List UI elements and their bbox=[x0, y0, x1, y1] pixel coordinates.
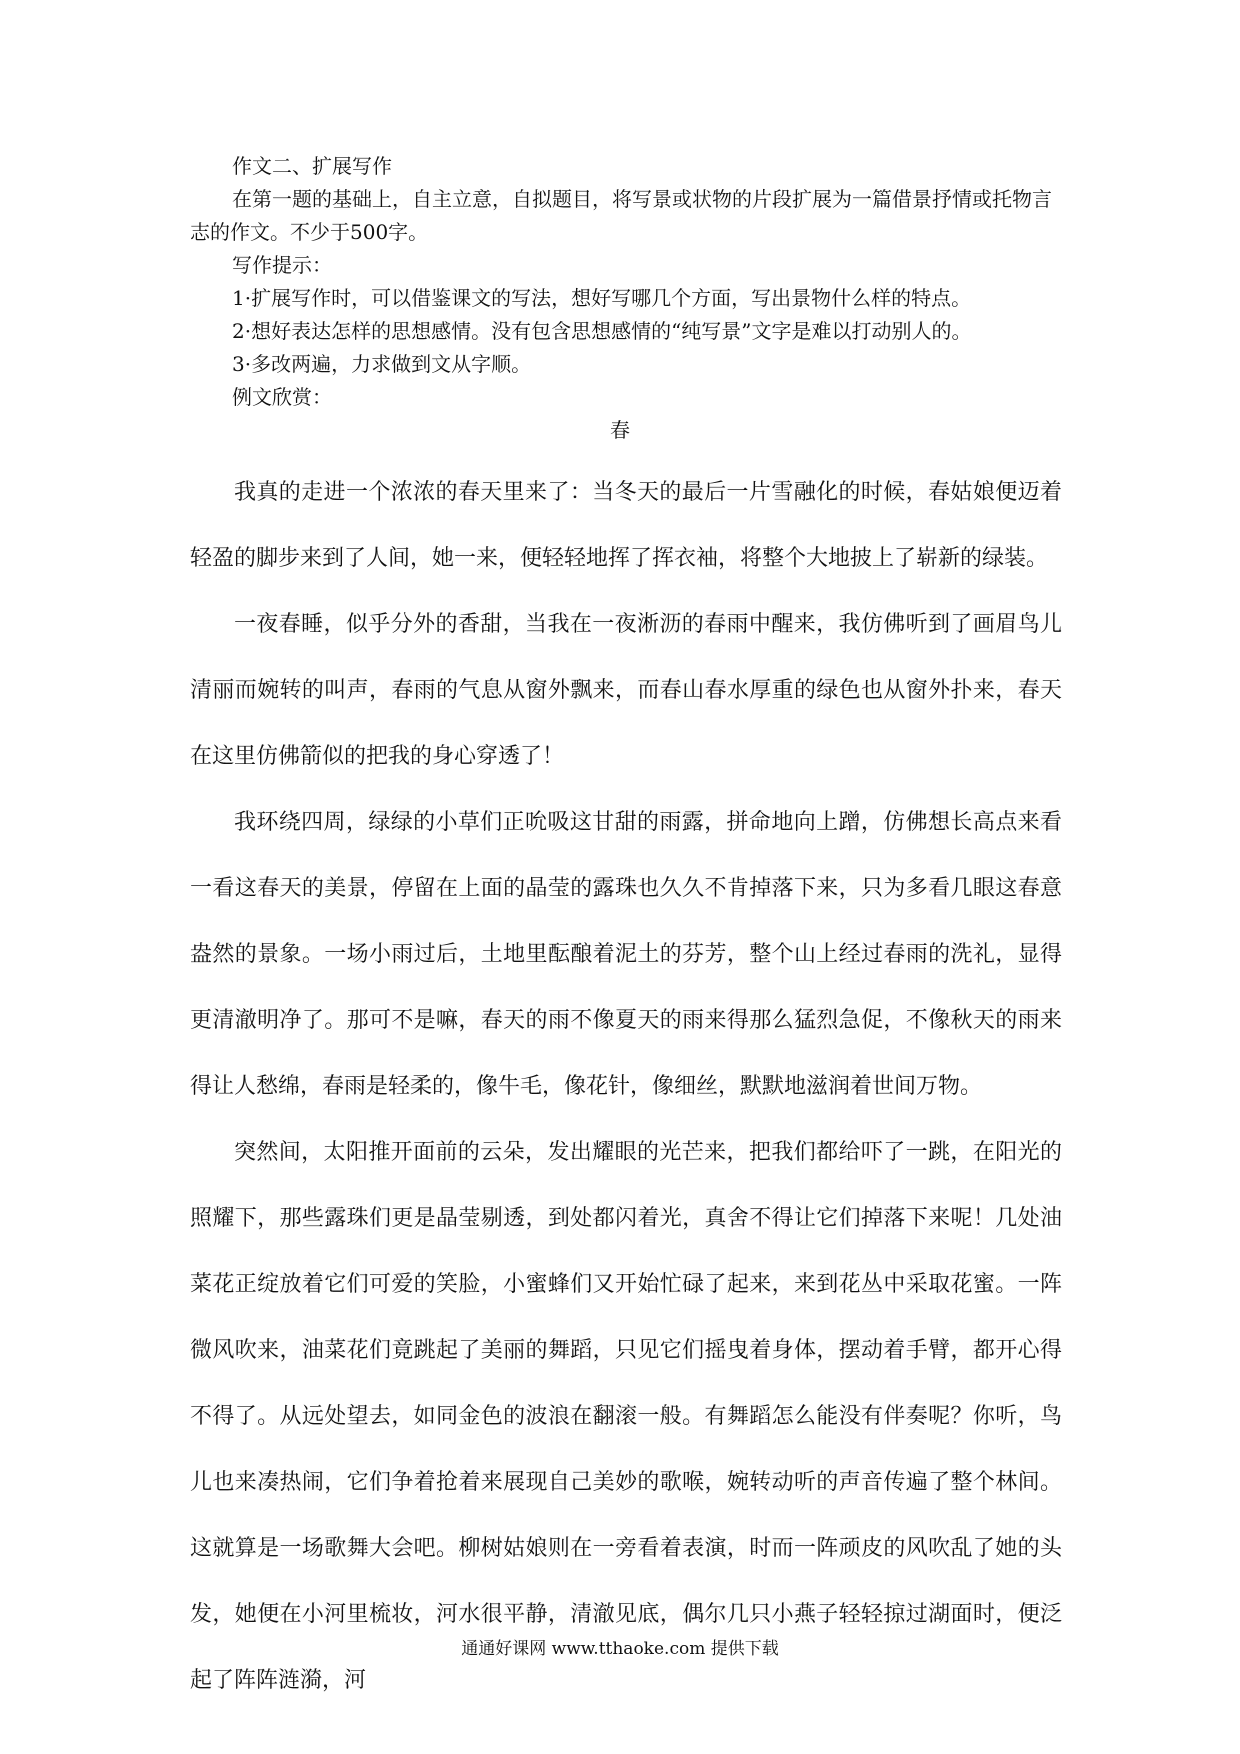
page-footer: 通通好课网 www.tthaoke.com 提供下载 bbox=[461, 1639, 779, 1659]
tip-item: 3·多改两遍，力求做到文从字顺。 bbox=[232, 352, 532, 376]
essay-paragraph: 我真的走进一个浓浓的春天里来了：当冬天的最后一片雪融化的时候，春姑娘便迈着轻盈的脚步来到了人间，她一来，便轻轻地挥了挥衣袖，将整个大地披上了崭新的绿装。 bbox=[190, 480, 1062, 571]
example-label: 例文欣赏： bbox=[232, 385, 332, 409]
essay-paragraph: 突然间，太阳推开面前的云朵，发出耀眼的光芒来，把我们都给吓了一跳，在阳光的照耀下，那些露珠们更是晶莹剔透，到处都闪着光，真舍不得让它们掉落下来呢！几处油菜花正绽放着它们可爱的笑脸，小蜜蜂们又开始忙碌了起来，来到花丛中采取花蜜。一阵微风吹来，油菜花们竟跳起了美丽的舞蹈，只见它们摇曳着身体，摆动着手臂，都开心得不得了。从远处望去，如同金色的波浪在翻滚一般。有舞蹈怎么能没有伴奏呢？你听，鸟儿也来凑热闹，它们争着抢着来展现自己美妙的歌喉，婉转动听的声音传遍了整个林间。这就算是一场歌舞大会吧。柳树姑娘则在一旁看着表演，时而一阵顽皮的风吹乱了她的头发，她便在小河里梳妆，河水很平静，清澈见底，偶尔几只小燕子轻轻掠过湖面时，便泛起了阵阵涟漪，河 bbox=[190, 1140, 1062, 1693]
assignment-section bbox=[190, 150, 1070, 414]
essay-paragraph: 我环绕四周，绿绿的小草们正吮吸这甘甜的雨露，拼命地向上蹭，仿佛想长高点来看一看这春天的美景，停留在上面的晶莹的露珠也久久不肯掉落下来，只为多看几眼这春意盎然的景象。一场小雨过后，土地里酝酿着泥土的芬芳，整个山上经过春雨的洗礼，显得更清澈明净了。那可不是嘛，春天的雨不像夏天的雨来得那么猛烈急促，不像秋天的雨来得让人愁绵，春雨是轻柔的，像牛毛，像花针，像细丝，默默地滋润着世间万物。 bbox=[190, 810, 1062, 1099]
tips-label: 写作提示： bbox=[232, 253, 332, 277]
essay-title: 春 bbox=[610, 418, 630, 442]
essay-body bbox=[190, 460, 1062, 1714]
assignment-instruction: 在第一题的基础上，自主立意，自拟题目，将写景或状物的片段扩展为一篇借景抒情或托物言志的作文。不少于500字。 bbox=[190, 187, 1052, 244]
assignment-heading: 作文二、扩展写作 bbox=[232, 154, 392, 178]
tip-item: 1·扩展写作时，可以借鉴课文的写法，想好写哪几个方面，写出景物什么样的特点。 bbox=[232, 286, 972, 310]
tip-item: 2·想好表达怎样的思想感情。没有包含思想感情的“纯写景”文字是难以打动别人的。 bbox=[232, 319, 972, 343]
essay-paragraph: 一夜春睡，似乎分外的香甜，当我在一夜淅沥的春雨中醒来，我仿佛听到了画眉鸟儿清丽而婉转的叫声，春雨的气息从窗外飘来，而春山春水厚重的绿色也从窗外扑来，春天在这里仿佛箭似的把我的身心穿透了！ bbox=[190, 612, 1062, 769]
